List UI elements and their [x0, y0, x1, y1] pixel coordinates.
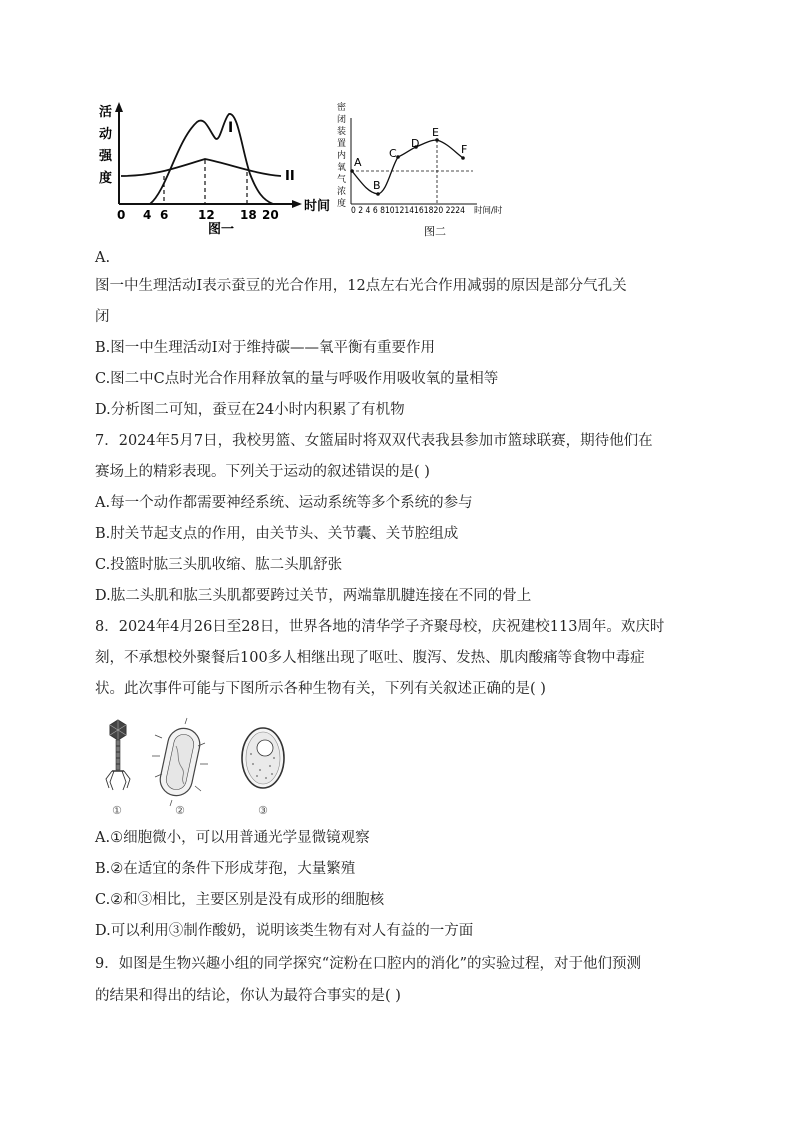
- q7-option-b: B.肘关节起支点的作用，由关节头、关节囊、关节腔组成: [95, 526, 459, 542]
- question-9-stem: 9．如图是生物兴趣小组的同学探究“淀粉在口腔内的消化”的实验过程，对于他们预测: [95, 956, 642, 972]
- figure-1-activity-graph: [95, 100, 340, 238]
- fig2-ylabel-char: 氧: [337, 163, 347, 173]
- fig1-y-arrow: [115, 102, 123, 112]
- q8-option-c: C.②和③相比，主要区别是没有成形的细胞核: [95, 892, 385, 908]
- fig2-ylabel-char: 度: [337, 199, 347, 209]
- fig1-curve-I-label: I: [228, 120, 234, 136]
- figure-2-oxygen-graph: [335, 100, 520, 240]
- fig1-ylabel-char: 动: [99, 127, 113, 142]
- bacteriophage-illustration: [106, 720, 130, 790]
- fig1-x-ticks: [117, 208, 279, 222]
- fig1-tick: 0: [117, 208, 126, 222]
- fig2-xlabel: 时间/时: [474, 206, 503, 216]
- organism-label: ②: [175, 804, 185, 817]
- fig2-x-ticks: 0 2 4 6 8101214161820 2224: [351, 206, 465, 216]
- fig1-curve-II: [121, 159, 281, 176]
- bacterium-illustration: [152, 718, 208, 806]
- option-c: C.图二中C点时光合作用释放氧的量与呼吸作用吸收氧的量相等: [95, 371, 499, 387]
- fig1-tick: 6: [160, 208, 169, 222]
- fig1-ylabel: [98, 104, 113, 186]
- q7-option-d: D.肱二头肌和肱三头肌都要跨过关节，两端靠肌腱连接在不同的骨上: [95, 588, 532, 604]
- fig1-ylabel-char: 度: [99, 171, 113, 186]
- question-8-stem: 8．2024年4月26日至28日，世界各地的清华学子齐聚母校，庆祝建校113周年。欢庆时: [95, 619, 665, 635]
- fig1-tick: 20: [262, 208, 279, 222]
- option-a-text: 图一中生理活动Ⅰ表示蚕豆的光合作用，12点左右光合作用减弱的原因是部分气孔关: [95, 278, 627, 294]
- fig2-point-label: A: [354, 156, 362, 169]
- question-9-stem-cont: 的结果和得出的结论，你认为最符合事实的是( ): [95, 988, 401, 1004]
- fig1-xlabel: 时间: [304, 199, 331, 214]
- fig2-ylabel-char: 气: [337, 175, 347, 185]
- fig2-ylabel-char: 装: [337, 127, 347, 137]
- fig1-ylabel-char: 活: [99, 105, 113, 120]
- question-7-stem: 7．2024年5月7日，我校男篮、女篮届时将双双代表我县参加市篮球联赛，期待他们在: [95, 433, 653, 449]
- q7-option-a: A.每一个动作都需要神经系统、运动系统等多个系统的参与: [95, 495, 473, 511]
- fig2-point-label: F: [461, 143, 468, 156]
- fig1-tick: 4: [143, 208, 152, 222]
- organism-label: ③: [258, 804, 268, 817]
- fig2-point-label: B: [373, 179, 381, 192]
- fig2-ylabel-char: 浓: [337, 187, 347, 197]
- organism-label: ①: [112, 804, 122, 817]
- fig1-tick: 12: [198, 208, 215, 222]
- fig1-ylabel-char: 强: [99, 149, 113, 164]
- q8-option-b: B.②在适宜的条件下形成芽孢，大量繁殖: [95, 861, 356, 877]
- question-7-stem-cont: 赛场上的精彩表现。下列关于运动的叙述错误的是( ): [95, 464, 430, 480]
- fig1-x-arrow: [292, 200, 302, 208]
- fig2-ylabel-char: 内: [337, 151, 347, 161]
- fig2-point-label: D: [411, 137, 420, 150]
- fig2-curve: [352, 140, 463, 194]
- fig2-ylabel: [337, 101, 346, 209]
- option-b: B.图一中生理活动Ⅰ对于维持碳——氧平衡有重要作用: [95, 340, 435, 356]
- option-a-text-cont: 闭: [95, 309, 110, 325]
- fig2-points: [350, 138, 468, 196]
- fig1-curve-II-label: II: [285, 169, 295, 184]
- question-8-stem-cont: 刻，不承想校外聚餐后100多人相继出现了呕吐、腹泻、发热、肌肉酸痛等食物中毒症: [95, 650, 645, 666]
- option-d: D.分析图二可知，蚕豆在24小时内积累了有机物: [95, 402, 405, 418]
- question-8-stem-cont2: 状。此次事件可能与下图所示各种生物有关，下列有关叙述正确的是( ): [95, 681, 546, 697]
- fig2-point-labels: [354, 126, 467, 192]
- organism-labels: [112, 804, 268, 817]
- fig2-point-label: C: [389, 147, 397, 160]
- figure-organisms: [100, 716, 290, 822]
- yeast-cell-illustration: [242, 728, 284, 788]
- fig2-ylabel-char: 置: [337, 139, 347, 149]
- fig2-point-label: E: [432, 126, 439, 139]
- fig1-tick: 18: [240, 208, 257, 222]
- q8-option-a: A.①细胞微小，可以用普通光学显微镜观察: [95, 830, 370, 846]
- fig2-ylabel-char: 闭: [337, 115, 347, 125]
- option-a-label: A.: [95, 250, 111, 266]
- fig1-curve-I: [150, 114, 273, 204]
- q8-option-d: D.可以利用③制作酸奶，说明该类生物有对人有益的一方面: [95, 923, 474, 939]
- q7-option-c: C.投篮时肱三头肌收缩、肱二头肌舒张: [95, 557, 343, 573]
- fig2-ylabel-char: 密: [337, 103, 347, 113]
- fig2-caption: 图二: [424, 225, 446, 238]
- fig1-caption: 图一: [208, 222, 235, 237]
